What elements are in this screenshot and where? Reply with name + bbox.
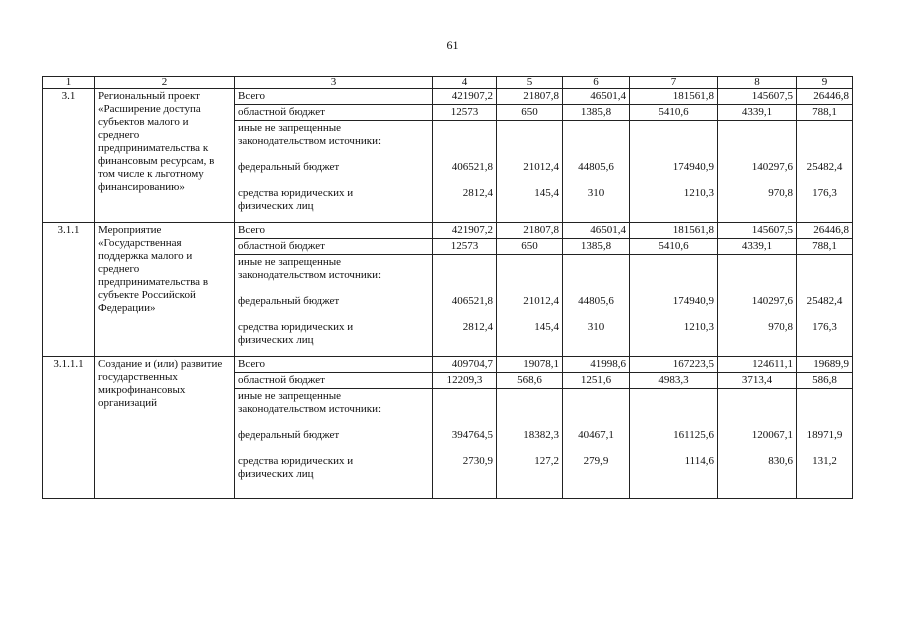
federal-value: 161125,6 <box>673 429 714 441</box>
source-other-cell <box>235 121 433 223</box>
total-value: 181561,8 <box>630 89 718 105</box>
federal-value: 25482,4 <box>806 161 843 173</box>
federal-value: 44805,6 <box>578 295 614 307</box>
other-sources-cell <box>630 255 718 357</box>
row-code: 3.1 <box>43 89 95 223</box>
federal-value: 406521,8 <box>451 295 493 307</box>
regional-value: 4339,1 <box>718 105 797 121</box>
regional-value: 1385,8 <box>563 105 630 121</box>
source-federal-label: федеральный бюджет <box>238 295 340 307</box>
federal-value: 21012,4 <box>523 295 559 307</box>
other-sources-cell <box>433 121 497 223</box>
total-value: 46501,4 <box>563 89 630 105</box>
total-value: 21807,8 <box>497 89 563 105</box>
table-row-total <box>43 357 853 373</box>
legal-value: 830,6 <box>768 455 793 467</box>
federal-value: 25482,4 <box>806 295 843 307</box>
federal-value: 406521,8 <box>451 161 493 173</box>
source-regional-label: областной бюджет <box>235 105 433 121</box>
source-total-label: Всего <box>235 89 433 105</box>
regional-value: 4983,3 <box>630 373 718 389</box>
regional-value: 3713,4 <box>718 373 797 389</box>
source-other-label: законодательством источники: <box>238 403 382 415</box>
source-legal-label: физических лиц <box>238 468 314 480</box>
source-legal-label: средства юридических и <box>238 321 354 333</box>
federal-value: 174940,9 <box>672 161 714 173</box>
total-value: 167223,5 <box>630 357 718 373</box>
regional-value: 650 <box>497 105 563 121</box>
other-sources-cell <box>497 121 563 223</box>
total-value: 145607,5 <box>718 89 797 105</box>
other-sources-cell <box>797 121 853 223</box>
other-sources-cell <box>718 121 797 223</box>
regional-value: 650 <box>497 239 563 255</box>
legal-value: 2812,4 <box>462 321 493 333</box>
column-header: 6 <box>563 77 630 89</box>
total-value: 19078,1 <box>497 357 563 373</box>
legal-value: 310 <box>587 187 605 199</box>
source-federal-label: федеральный бюджет <box>238 161 340 173</box>
other-sources-cell <box>563 121 630 223</box>
regional-value: 4339,1 <box>718 239 797 255</box>
other-sources-cell <box>563 255 630 357</box>
source-other-label: иные не запрещенные <box>238 256 342 268</box>
total-value: 26446,8 <box>797 223 853 239</box>
column-header: 7 <box>630 77 718 89</box>
total-value: 124611,1 <box>718 357 797 373</box>
legal-value: 310 <box>587 321 605 333</box>
regional-value: 586,8 <box>797 373 853 389</box>
regional-value: 5410,6 <box>630 105 718 121</box>
regional-value: 788,1 <box>797 105 853 121</box>
legal-value: 2812,4 <box>462 187 493 199</box>
column-header: 2 <box>95 77 235 89</box>
federal-value: 174940,9 <box>672 295 714 307</box>
legal-value: 131,2 <box>812 455 837 467</box>
total-value: 41998,6 <box>563 357 630 373</box>
budget-table <box>42 76 853 499</box>
regional-value: 788,1 <box>797 239 853 255</box>
legal-value: 2730,9 <box>462 455 493 467</box>
source-regional-label: областной бюджет <box>235 239 433 255</box>
source-legal-label: средства юридических и <box>238 187 354 199</box>
other-sources-cell <box>433 255 497 357</box>
source-other-cell <box>235 255 433 357</box>
federal-value: 140297,6 <box>751 161 793 173</box>
other-sources-cell <box>718 255 797 357</box>
federal-value: 40467,1 <box>578 429 614 441</box>
other-sources-cell <box>797 255 853 357</box>
federal-value: 394764,5 <box>451 429 493 441</box>
other-sources-cell <box>563 389 630 499</box>
legal-value: 1114,6 <box>684 455 714 467</box>
source-legal-label: физических лиц <box>238 334 314 346</box>
total-value: 421907,2 <box>433 223 497 239</box>
other-sources-cell <box>630 389 718 499</box>
regional-value: 12573 <box>433 239 497 255</box>
column-header: 1 <box>43 77 95 89</box>
legal-value: 176,3 <box>812 187 837 199</box>
legal-value: 145,4 <box>534 187 559 199</box>
column-header: 9 <box>797 77 853 89</box>
regional-value: 568,6 <box>497 373 563 389</box>
other-sources-cell <box>718 389 797 499</box>
other-sources-cell <box>630 121 718 223</box>
column-header: 3 <box>235 77 433 89</box>
legal-value: 1210,3 <box>683 187 714 199</box>
other-sources-cell <box>797 389 853 499</box>
legal-value: 279,9 <box>583 455 609 467</box>
source-total-label: Всего <box>235 357 433 373</box>
regional-value: 5410,6 <box>630 239 718 255</box>
source-other-label: иные не запрещенные <box>238 122 342 134</box>
source-other-cell <box>235 389 433 499</box>
total-value: 26446,8 <box>797 89 853 105</box>
legal-value: 176,3 <box>812 321 837 333</box>
column-header: 4 <box>433 77 497 89</box>
source-other-label: законодательством источники: <box>238 269 382 281</box>
table-row-total <box>43 223 853 239</box>
other-sources-cell <box>497 389 563 499</box>
source-total-label: Всего <box>235 223 433 239</box>
federal-value: 18971,9 <box>806 429 843 441</box>
source-other-label: законодательством источники: <box>238 135 382 147</box>
regional-value: 1385,8 <box>563 239 630 255</box>
row-name: Мероприятие «Государственная поддержка малого и среднего предпринимательства в субъекте Российской Федерации» <box>95 223 235 357</box>
federal-value: 44805,6 <box>578 161 614 173</box>
total-value: 145607,5 <box>718 223 797 239</box>
row-name: Создание и (или) развитие государственных микрофинансовых организаций <box>95 357 235 499</box>
row-name: Региональный проект «Расширение доступа субъектов малого и среднего предпринимательства к финансовым ресурсам, в том числе к льготному финансированию» <box>95 89 235 223</box>
source-legal-label: средства юридических и <box>238 455 354 467</box>
table-body <box>43 89 853 499</box>
total-value: 46501,4 <box>563 223 630 239</box>
federal-value: 21012,4 <box>523 161 559 173</box>
regional-value: 12209,3 <box>433 373 497 389</box>
header-row <box>43 77 853 89</box>
source-other-label: иные не запрещенные <box>238 390 342 402</box>
legal-value: 145,4 <box>534 321 559 333</box>
legal-value: 970,8 <box>768 321 793 333</box>
source-federal-label: федеральный бюджет <box>238 429 340 441</box>
page-number: 61 <box>446 38 459 52</box>
column-header: 5 <box>497 77 563 89</box>
total-value: 21807,8 <box>497 223 563 239</box>
federal-value: 18382,3 <box>523 429 559 441</box>
federal-value: 140297,6 <box>751 295 793 307</box>
regional-value: 1251,6 <box>563 373 630 389</box>
source-regional-label: областной бюджет <box>235 373 433 389</box>
legal-value: 127,2 <box>534 455 559 467</box>
regional-value: 12573 <box>433 105 497 121</box>
federal-value: 120067,1 <box>751 429 793 441</box>
column-header: 8 <box>718 77 797 89</box>
legal-value: 970,8 <box>768 187 793 199</box>
source-legal-label: физических лиц <box>238 200 314 212</box>
total-value: 181561,8 <box>630 223 718 239</box>
row-code: 3.1.1.1 <box>43 357 95 499</box>
table-row-total <box>43 89 853 105</box>
legal-value: 1210,3 <box>683 321 714 333</box>
row-code: 3.1.1 <box>43 223 95 357</box>
total-value: 421907,2 <box>433 89 497 105</box>
total-value: 409704,7 <box>433 357 497 373</box>
other-sources-cell <box>433 389 497 499</box>
other-sources-cell <box>497 255 563 357</box>
total-value: 19689,9 <box>797 357 853 373</box>
